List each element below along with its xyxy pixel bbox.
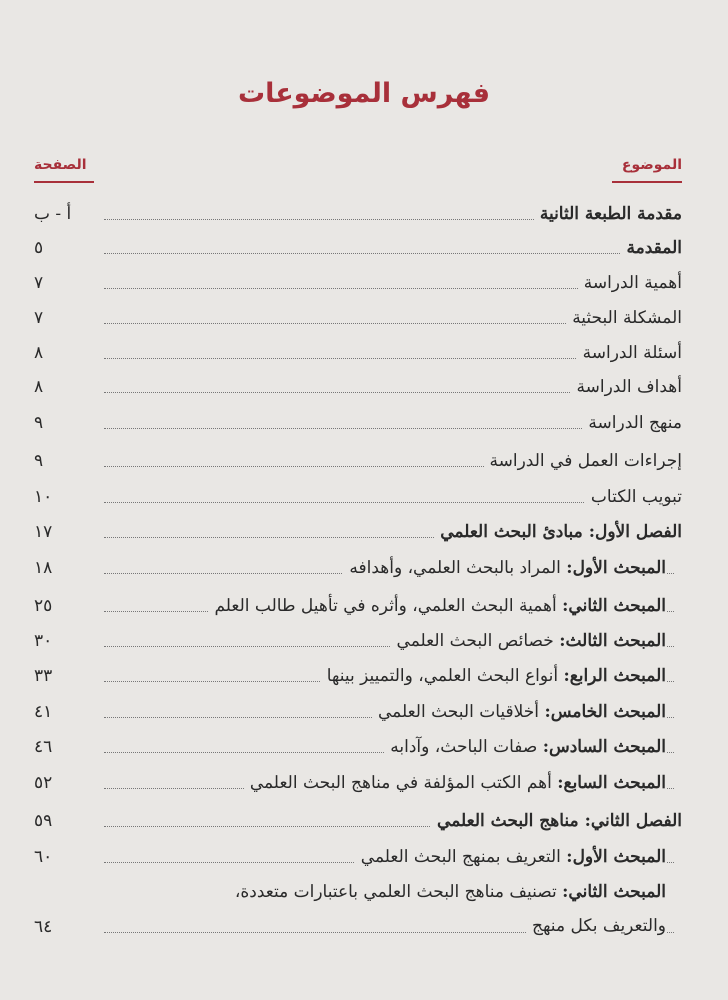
toc-entry-label	[244, 768, 666, 798]
section-title: التعريف بمنهج البحث العلمي	[360, 847, 567, 867]
section-title: أهم الكتب المؤلفة في مناهج البحث العلمي	[249, 773, 558, 793]
toc-entry	[34, 842, 682, 876]
toc-entry	[34, 408, 682, 442]
toc-entry-page: ٣٠	[34, 631, 53, 651]
section-title: صفات الباحث، وآدابه	[390, 737, 543, 757]
toc-entry-page: ٣٣	[34, 666, 53, 686]
toc-entry-label	[355, 842, 666, 872]
toc-entry-page: ٩	[34, 451, 44, 471]
section-name: المبحث الرابع:	[563, 666, 666, 686]
toc-entry-label	[391, 626, 666, 656]
section-title: أهمية البحث العلمي، وأثره في تأهيل طالب العلم	[214, 596, 563, 616]
toc-entry-label: مقدمة الطبعة الثانية	[534, 199, 682, 229]
toc-entry-page: ٢٥	[34, 596, 53, 616]
toc-entry-page: ٦٠	[34, 847, 53, 867]
section-name: المبحث الأول:	[566, 558, 666, 578]
section-name: المبحث الخامس:	[544, 702, 666, 722]
section-name: المبحث الأول:	[566, 847, 666, 867]
toc-entry-page: ٥٢	[34, 773, 53, 793]
toc-entry-label-continued: والتعريف بكل منهج	[526, 912, 666, 940]
toc-entry-label: منهج الدراسة	[582, 408, 682, 438]
leader-dots	[104, 253, 674, 254]
toc-entry-page: ٥	[34, 238, 44, 258]
toc-entry-label: الفصل الثاني: مناهج البحث العلمي	[431, 806, 682, 836]
page-header-underline	[34, 181, 94, 183]
toc-entry	[34, 372, 682, 406]
toc-entry-label	[321, 661, 666, 691]
section-title: خصائص البحث العلمي	[396, 631, 560, 651]
toc-entry	[34, 303, 682, 337]
section-name: المبحث الثالث:	[559, 631, 666, 651]
toc-entry-label: إجراءات العمل في الدراسة	[484, 446, 683, 476]
toc-entry-page: أ - ب	[34, 204, 72, 224]
toc-entry	[34, 268, 682, 302]
toc-entry-page: ٨	[34, 377, 44, 397]
section-title: أنواع البحث العلمي، والتمييز بينها	[326, 666, 564, 686]
toc-entry-page: ٨	[34, 343, 44, 363]
section-name: المبحث السابع:	[557, 773, 666, 793]
toc-entry	[34, 591, 682, 625]
toc-entry	[34, 233, 682, 267]
toc-entry-page: ١٧	[34, 522, 53, 542]
toc-entry	[34, 338, 682, 372]
toc-entry-label: أهداف الدراسة	[571, 372, 682, 402]
toc-entry-label: المقدمة	[621, 233, 682, 263]
toc-entry	[34, 626, 682, 660]
toc-entry	[34, 517, 682, 551]
section-name: المبحث الثاني:	[562, 882, 666, 902]
toc-entry	[34, 482, 682, 516]
section-title: المراد بالبحث العلمي، وأهدافه	[349, 558, 567, 578]
section-title: تصنيف مناهج البحث العلمي باعتبارات متعددة،	[234, 882, 563, 902]
page-column-header: الصفحة	[34, 157, 87, 173]
toc-entry	[34, 553, 682, 587]
toc-entry	[34, 199, 682, 233]
toc-entry-label	[208, 591, 666, 621]
toc-entry	[34, 732, 682, 766]
topic-column-header: الموضوع	[621, 157, 682, 173]
toc-entry-page: ٤١	[34, 702, 53, 722]
section-name: المبحث السادس:	[542, 737, 666, 757]
toc-entry-label	[343, 553, 666, 583]
toc-entry-label: الفصل الأول: مبادئ البحث العلمي	[434, 517, 682, 547]
toc-entry	[34, 697, 682, 731]
toc-entry-label: أسئلة الدراسة	[577, 338, 682, 368]
toc-entry-page: ١٠	[34, 487, 53, 507]
toc-entry-label	[372, 697, 666, 727]
section-name: المبحث الثاني:	[562, 596, 666, 616]
toc-entry	[34, 806, 682, 840]
toc-entry-page: ٩	[34, 413, 44, 433]
toc-entry-label	[229, 878, 666, 906]
toc-entry	[34, 661, 682, 695]
toc-entry	[34, 446, 682, 480]
toc-entry-page: ٧	[34, 273, 44, 293]
toc-entry-label: المشكلة البحثية	[566, 303, 682, 333]
toc-entry-page: ٤٦	[34, 737, 53, 757]
toc-entry-page: ١٨	[34, 558, 53, 578]
section-title: أخلاقيات البحث العلمي	[377, 702, 545, 722]
toc-entry-label	[384, 732, 666, 762]
toc-entry-label: أهمية الدراسة	[578, 268, 682, 298]
toc-entry-page: ٥٩	[34, 811, 53, 831]
toc-entry-label: تبويب الكتاب	[585, 482, 682, 512]
page-title: فهرس الموضوعات	[237, 78, 491, 109]
topic-header-underline	[612, 181, 682, 183]
toc-entry	[34, 878, 682, 937]
toc-entry	[34, 768, 682, 802]
toc-entry-page: ٦٤	[34, 917, 53, 937]
toc-entry-page: ٧	[34, 308, 44, 328]
